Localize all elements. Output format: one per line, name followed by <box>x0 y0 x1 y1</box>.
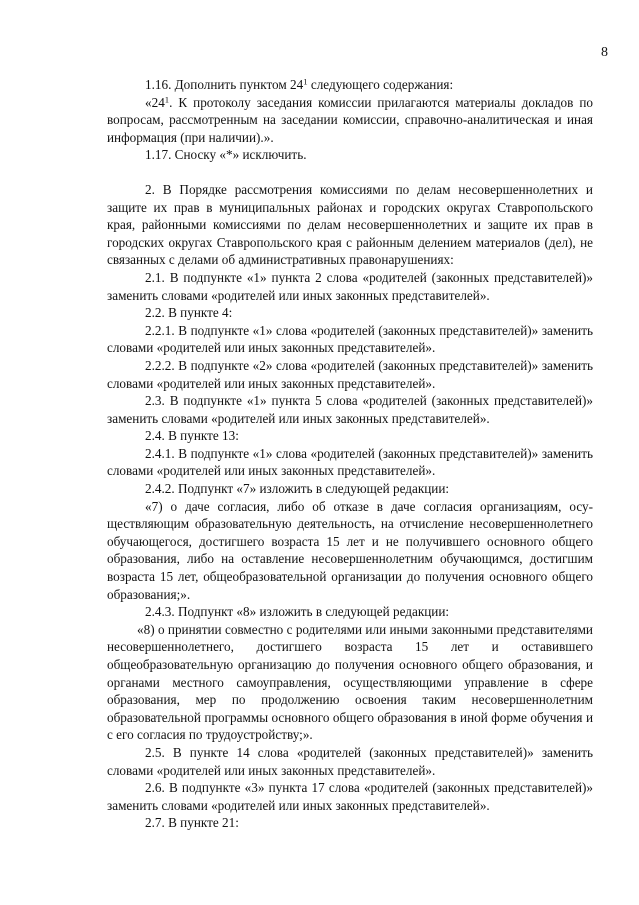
paragraph-subpoint-8: «8) о принятии совместно с родителями или иными законными представителями несовершеннолетнего, достигшего возраста 15 лет и оставившего общеобразовательную организацию до получения основного общего образования, и органами местного самоуправления, осуществляющими управление в сфере образования, мер по продолжению освоения таким несовершеннолетним образовательной программы основного общего образования в иной форме обучения и с его согласия по трудоустройству;». <box>107 621 593 743</box>
paragraph-24-1 <box>107 94 593 147</box>
page-number: 8 <box>601 45 608 60</box>
paragraph-2-5: 2.5. В пункте 14 слова «родителей (законных представителей)» заменить словами «родителей или иных законных представителей». <box>107 744 593 778</box>
superscript: 1 <box>303 76 308 87</box>
paragraph-2-4: 2.4. В пункте 13: <box>145 428 239 444</box>
paragraph-2: 2. В Порядке рассмотрения комиссиями по делам несовершеннолетних и защите их прав в муниципальных районах и городских округах Ставропольского края, районными комиссиями по делам несовершеннолетних и защите их прав в городских округах Ставропольского края с районным делением материалов (дел), не связанных с делами об административных правонарушениях: <box>107 181 593 268</box>
paragraph-2-3: 2.3. В подпункте «1» пункта 5 слова «родителей (законных представителей)» заменить словами «родителей или иных законных представителей». <box>107 393 593 426</box>
paragraph-subpoint-7: «7) о даче согласия, либо об отказе в даче согласия организациям, осуществляющим образовательную деятельность, на отчисление несовершеннолетнего обучающегося, достигшего возраста 15 лет и не получившего основного общего образования, либо на оставление несовершеннолетним обучающимся, достигшим возраста 15 лет, общеобразовательной организации до получения основного общего образования;». <box>107 498 593 602</box>
paragraph-24-1-open: «24 <box>145 94 165 110</box>
paragraph-24-1-text: . К протоколу заседания комиссии прилагаются материалы докладов по вопросам, рассмотренным на заседании комиссии, справочно-аналитическая и иная информация (при наличии).». <box>107 94 593 145</box>
paragraph-2-1: 2.1. В подпункте «1» пункта 2 слова «родителей (законных представителей)» заменить словами «родителей или иных законных представителей». <box>107 269 593 303</box>
paragraph-2-4-2: 2.4.2. Подпункт «7» изложить в следующей редакции: <box>145 481 450 497</box>
document-body <box>107 76 593 832</box>
paragraph-2-2-2: 2.2.2. В подпункте «2» слова «родителей (законных представителей)» заменить словами «родителей или иных законных представителей». <box>107 357 593 391</box>
paragraph-2-4-1: 2.4.1. В подпункте «1» слова «родителей (законных представителей)» заменить словами «родителей или иных законных представителей». <box>107 445 593 479</box>
paragraph-1-17: 1.17. Сноску «*» исключить. <box>145 147 307 163</box>
paragraph-2-2: 2.2. В пункте 4: <box>145 305 233 321</box>
paragraph-1-16-text-end: следующего содержания: <box>307 77 454 92</box>
paragraph-2-7: 2.7. В пункте 21: <box>145 815 239 831</box>
paragraph-2-2-1: 2.2.1. В подпункте «1» слова «родителей (законных представителей)» заменить словами «родителей или иных законных представителей». <box>107 322 593 356</box>
paragraph-2-6: 2.6. В подпункте «3» пункта 17 слова «родителей (законных представителей)» заменить словами «родителей или иных законных представителей». <box>107 780 593 813</box>
paragraph-1-16-text: 1.16. Дополнить пунктом 24 <box>145 77 304 92</box>
superscript: 1 <box>164 94 170 105</box>
paragraph-1-16 <box>107 76 593 94</box>
paragraph-2-4-3: 2.4.3. Подпункт «8» изложить в следующей редакции: <box>145 604 450 620</box>
